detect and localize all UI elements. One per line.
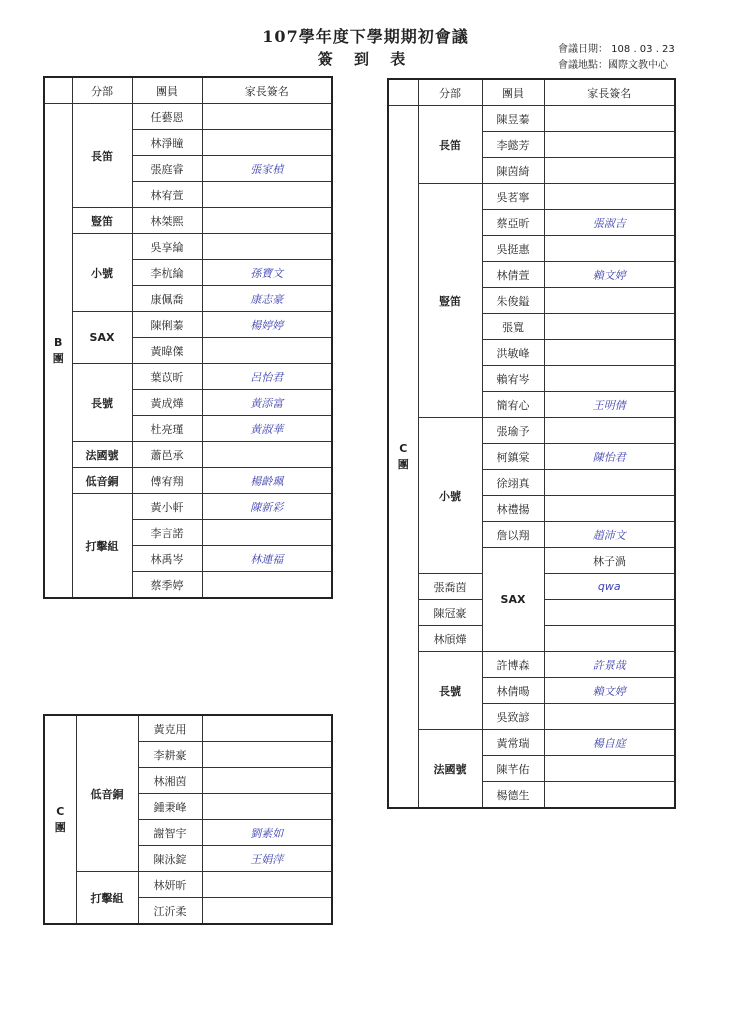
parent-signature-field[interactable] — [202, 208, 332, 234]
member-name: 林頎燁 — [418, 626, 482, 652]
member-name: 傅宥翔 — [132, 468, 202, 494]
zone-header-cell — [44, 77, 72, 104]
section-label: 小號 — [72, 234, 132, 312]
member-name: 謝智宇 — [138, 820, 202, 846]
parent-signature-field[interactable] — [202, 742, 332, 768]
zone-label: C 團 — [388, 106, 418, 809]
member-name: 徐翊真 — [482, 470, 544, 496]
section-label: 長笛 — [72, 104, 132, 208]
member-name: 賴宥岑 — [482, 366, 544, 392]
member-name: 康佩喬 — [132, 286, 202, 312]
sign-in-table-c-small — [43, 714, 333, 925]
member-name: 任藝恩 — [132, 104, 202, 130]
parent-signature-field[interactable] — [544, 470, 675, 496]
table-row — [388, 106, 675, 132]
parent-signature-field[interactable]: 黃添富 — [202, 390, 332, 416]
section-label: 小號 — [418, 418, 482, 574]
meeting-date: 會議日期： 108 . 03 . 23 — [558, 44, 675, 55]
parent-signature-field[interactable] — [544, 236, 675, 262]
member-name: 李杭綸 — [132, 260, 202, 286]
parent-signature-field[interactable]: 張淑吉 — [544, 210, 675, 236]
section-label: 低音銅 — [76, 715, 138, 872]
parent-signature-field[interactable] — [544, 418, 675, 444]
parent-signature-field[interactable]: 呂怡君 — [202, 364, 332, 390]
table-row — [44, 234, 332, 260]
section-label: 長號 — [72, 364, 132, 442]
member-name: 詹以翔 — [482, 522, 544, 548]
member-name: 張瑜予 — [482, 418, 544, 444]
table-row — [388, 730, 675, 756]
parent-signature-field[interactable] — [544, 626, 675, 652]
member-name: 林湘茵 — [138, 768, 202, 794]
zone-header-cell — [388, 79, 418, 106]
section-column-header: 分部 — [72, 77, 132, 104]
parent-signature-field[interactable]: 賴文婷 — [544, 262, 675, 288]
parent-signature-field[interactable] — [202, 520, 332, 546]
parent-signature-field[interactable] — [202, 768, 332, 794]
parent-signature-field[interactable] — [544, 782, 675, 809]
parent-signature-field[interactable] — [544, 600, 675, 626]
member-name: 林子渦 — [544, 548, 675, 574]
parent-signature-field[interactable]: 趙沛文 — [544, 522, 675, 548]
table-row — [44, 872, 332, 898]
parent-signature-field[interactable]: 劉素如 — [202, 820, 332, 846]
parent-signature-field[interactable]: 林連福 — [202, 546, 332, 572]
parent-signature-field[interactable]: 黃淑華 — [202, 416, 332, 442]
parent-signature-field[interactable] — [202, 234, 332, 260]
parent-sign-column-header: 家長簽名 — [202, 77, 332, 104]
parent-signature-field[interactable] — [202, 572, 332, 599]
member-name: 陳芊佑 — [482, 756, 544, 782]
member-name: 林禹岑 — [132, 546, 202, 572]
parent-signature-field[interactable] — [544, 132, 675, 158]
parent-signature-field[interactable] — [202, 338, 332, 364]
document-subtitle: 簽 到 表 — [317, 50, 414, 68]
member-name: 楊德生 — [482, 782, 544, 809]
member-name: 蔡季婷 — [132, 572, 202, 599]
parent-signature-field[interactable]: 賴文婷 — [544, 678, 675, 704]
member-name: 林倩暘 — [482, 678, 544, 704]
member-name: 李懿芳 — [482, 132, 544, 158]
table-row — [44, 364, 332, 390]
parent-signature-field[interactable]: 楊自庭 — [544, 730, 675, 756]
section-label: 打擊組 — [72, 494, 132, 599]
member-name: 鍾秉峰 — [138, 794, 202, 820]
table-row — [388, 652, 675, 678]
member-name: 陳冠豪 — [418, 600, 482, 626]
member-name: 洪敏峰 — [482, 340, 544, 366]
table-row — [388, 418, 675, 444]
section-label: 法國號 — [72, 442, 132, 468]
member-name: 陳泳錠 — [138, 846, 202, 872]
section-column-header: 分部 — [418, 79, 482, 106]
meeting-place: 會議地點：國際文教中心 — [558, 60, 668, 71]
parent-signature-field[interactable] — [202, 872, 332, 898]
member-name: 黃常瑞 — [482, 730, 544, 756]
section-label: 低音銅 — [72, 468, 132, 494]
member-name: 朱俊鎰 — [482, 288, 544, 314]
parent-signature-field[interactable] — [544, 704, 675, 730]
parent-signature-field[interactable] — [544, 106, 675, 132]
table-row — [44, 494, 332, 520]
member-name: 林妍昕 — [138, 872, 202, 898]
member-name: 張寬 — [482, 314, 544, 340]
zone-label: B 團 — [44, 104, 72, 599]
table-row — [44, 442, 332, 468]
member-name: 簡宥心 — [482, 392, 544, 418]
parent-signature-field[interactable] — [202, 794, 332, 820]
zone-label: C 團 — [44, 715, 76, 924]
parent-signature-field[interactable]: 楊齡珮 — [202, 468, 332, 494]
member-name: 林桀熙 — [132, 208, 202, 234]
parent-signature-field[interactable]: qwa — [544, 574, 675, 600]
member-name: 吳茗寧 — [482, 184, 544, 210]
member-name: 黃成燁 — [132, 390, 202, 416]
section-label: 法國號 — [418, 730, 482, 809]
parent-signature-field[interactable]: 陳新彩 — [202, 494, 332, 520]
parent-signature-field[interactable]: 張家楨 — [202, 156, 332, 182]
table-row — [44, 715, 332, 742]
member-name: 吳挺惠 — [482, 236, 544, 262]
header-row — [388, 79, 675, 106]
table-row — [44, 104, 332, 130]
parent-signature-field[interactable] — [544, 288, 675, 314]
parent-signature-field[interactable] — [202, 442, 332, 468]
table-row — [44, 208, 332, 234]
member-name: 柯鎮棠 — [482, 444, 544, 470]
member-name: 黃暐傑 — [132, 338, 202, 364]
member-name: 黃小軒 — [132, 494, 202, 520]
parent-signature-field[interactable]: 許景哉 — [544, 652, 675, 678]
member-name: 黃克用 — [138, 715, 202, 742]
parent-signature-field[interactable]: 孫寶文 — [202, 260, 332, 286]
parent-sign-column-header: 家長簽名 — [544, 79, 675, 106]
parent-signature-field[interactable] — [544, 756, 675, 782]
section-label: SAX — [482, 548, 544, 652]
table-row — [44, 312, 332, 338]
table-row — [44, 468, 332, 494]
member-name: 吳致諺 — [482, 704, 544, 730]
member-name: 吳享綸 — [132, 234, 202, 260]
member-name: 林倩萱 — [482, 262, 544, 288]
parent-signature-field[interactable] — [544, 366, 675, 392]
member-name: 蔡亞昕 — [482, 210, 544, 236]
member-name: 李耕豪 — [138, 742, 202, 768]
header-row — [44, 77, 332, 104]
parent-signature-field[interactable] — [544, 314, 675, 340]
document-title: 107學年度下學期期初會議 — [262, 27, 469, 46]
section-label: 長號 — [418, 652, 482, 730]
parent-signature-field[interactable] — [544, 340, 675, 366]
section-label: 長笛 — [418, 106, 482, 184]
section-label: SAX — [72, 312, 132, 364]
parent-signature-field[interactable] — [544, 184, 675, 210]
sign-in-table-c — [387, 78, 676, 809]
section-label: 打擊組 — [76, 872, 138, 925]
parent-signature-field[interactable] — [202, 715, 332, 742]
member-column-header: 團員 — [132, 77, 202, 104]
member-name: 江沂柔 — [138, 898, 202, 925]
member-name: 張庭睿 — [132, 156, 202, 182]
sign-in-table-b — [43, 76, 333, 599]
parent-signature-field[interactable] — [202, 898, 332, 925]
member-name: 張喬茵 — [418, 574, 482, 600]
member-column-header: 團員 — [482, 79, 544, 106]
member-name: 李言諾 — [132, 520, 202, 546]
parent-signature-field[interactable] — [544, 496, 675, 522]
parent-signature-field[interactable] — [202, 130, 332, 156]
member-name: 蕭邑承 — [132, 442, 202, 468]
section-label: 豎笛 — [72, 208, 132, 234]
parent-signature-field[interactable] — [202, 104, 332, 130]
member-name: 陳俐蓁 — [132, 312, 202, 338]
parent-signature-field[interactable] — [202, 182, 332, 208]
member-name: 陳茵綺 — [482, 158, 544, 184]
table-row — [388, 184, 675, 210]
member-name: 陳昱蓁 — [482, 106, 544, 132]
member-name: 杜亮瑾 — [132, 416, 202, 442]
member-name: 林淨瞳 — [132, 130, 202, 156]
member-name: 林禮揚 — [482, 496, 544, 522]
parent-signature-field[interactable]: 楊婷婷 — [202, 312, 332, 338]
parent-signature-field[interactable]: 陳怡君 — [544, 444, 675, 470]
member-name: 許博森 — [482, 652, 544, 678]
member-name: 林宥萱 — [132, 182, 202, 208]
section-label: 豎笛 — [418, 184, 482, 418]
parent-signature-field[interactable]: 王娟萍 — [202, 846, 332, 872]
parent-signature-field[interactable]: 康志豪 — [202, 286, 332, 312]
parent-signature-field[interactable]: 王明倩 — [544, 392, 675, 418]
member-name: 葉苡昕 — [132, 364, 202, 390]
parent-signature-field[interactable] — [544, 158, 675, 184]
